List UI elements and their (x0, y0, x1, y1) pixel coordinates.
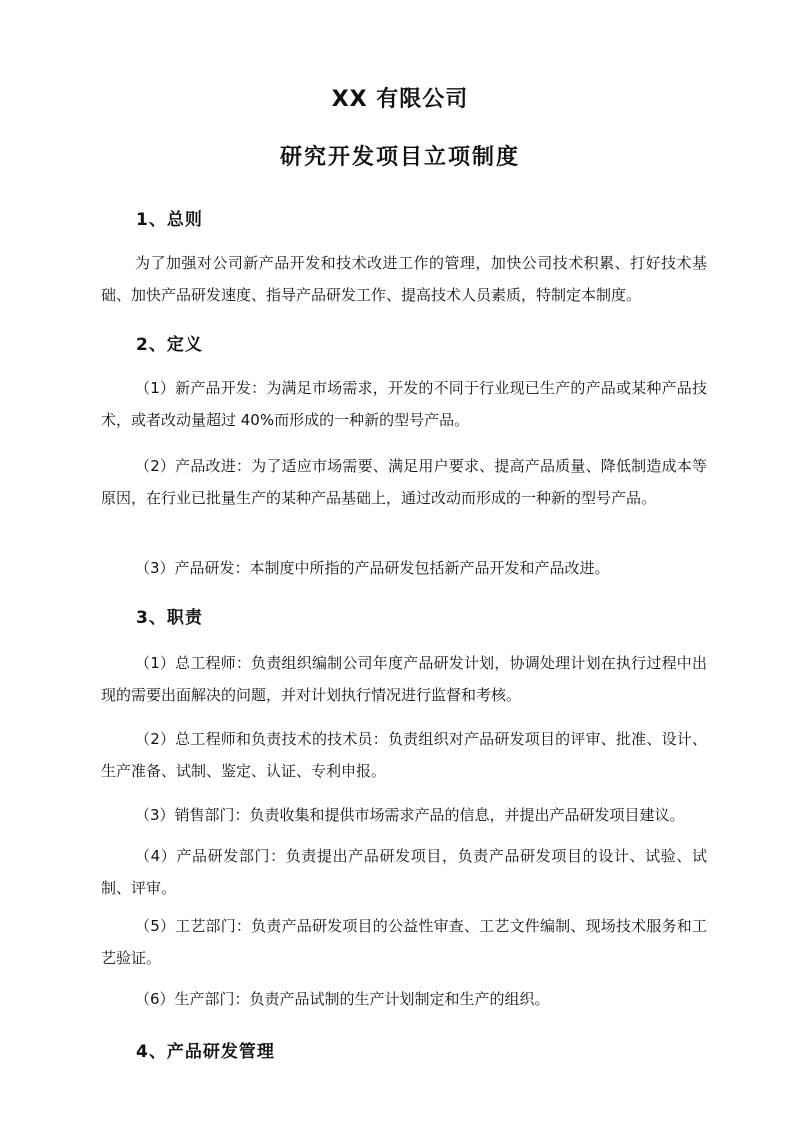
paragraph-general: 为了加强对公司新产品开发和技术改进工作的管理，加快公司技术积累、打好技术基础、加快产品研发速度、指导产品研发工作、提高技术人员素质，特制定本制度。 (101, 254, 707, 304)
paragraph-responsibility-4: （4）产品研发部门：负责提出产品研发项目，负责产品研发项目的设计、试验、试制、评审。 (101, 847, 707, 897)
paragraph-definition-3: （3）产品研发：本制度中所指的产品研发包括新产品开发和产品改进。 (135, 559, 610, 577)
paragraph-responsibility-3: （3）销售部门：负责收集和提供市场需求产品的信息，并提出产品研发项目建议。 (135, 806, 685, 824)
section-heading-responsibilities: 3、职责 (136, 608, 203, 628)
company-name: XX 有限公司 (331, 87, 469, 112)
section-heading-definitions: 2、定义 (136, 335, 203, 355)
paragraph-definition-2: （2）产品改进：为了适应市场需要、满足用户要求、提高产品质量、降低制造成本等原因，在行业已批量生产的某种产品基础上，通过改动而形成的一种新的型号产品。 (101, 457, 707, 507)
section-heading-general: 1、总则 (136, 210, 203, 230)
paragraph-responsibility-5: （5）工艺部门：负责产品研发项目的公益性审查、工艺文件编制、现场技术服务和工艺验证。 (101, 917, 707, 967)
paragraph-definition-1: （1）新产品开发：为满足市场需求，开发的不同于行业现已生产的产品或某种产品技术，或者改动量超过 40%而形成的一种新的型号产品。 (101, 379, 707, 429)
section-heading-product-rd-management: 4、产品研发管理 (136, 1042, 275, 1062)
paragraph-responsibility-2: （2）总工程师和负责技术的技术员：负责组织对产品研发项目的评审、批准、设计、生产准备、试制、鉴定、认证、专利申报。 (101, 730, 707, 780)
paragraph-responsibility-6: （6）生产部门：负责产品试制的生产计划制定和生产的组织。 (135, 990, 550, 1008)
paragraph-responsibility-1: （1）总工程师：负责组织编制公司年度产品研发计划，协调处理计划在执行过程中出现的需要出面解决的问题，并对计划执行情况进行监督和考核。 (101, 654, 707, 704)
document-title: 研究开发项目立项制度 (279, 145, 520, 170)
